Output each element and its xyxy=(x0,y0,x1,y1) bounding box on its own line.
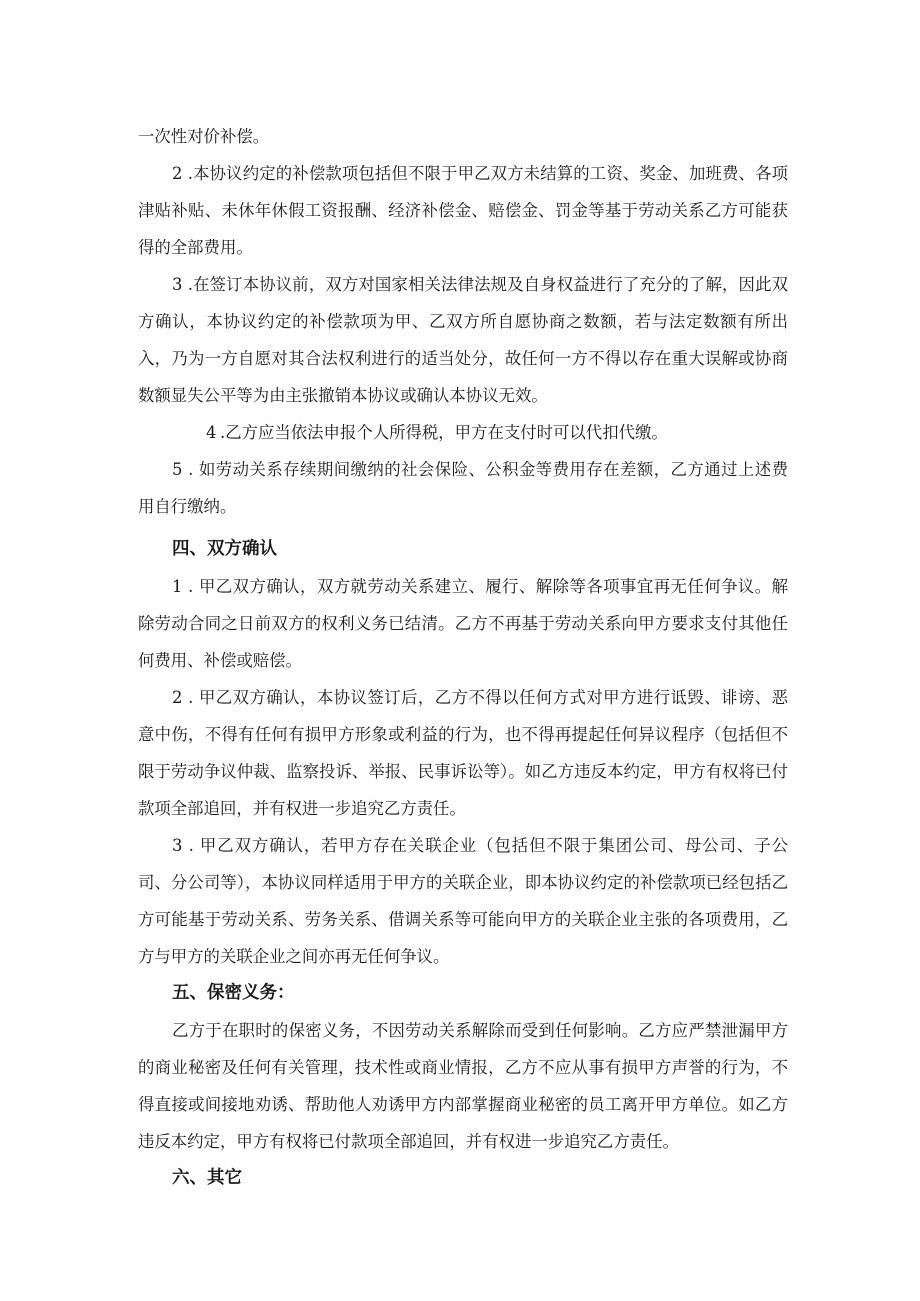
document-page xyxy=(138,118,788,1197)
section-4-item-3: 3 . 甲乙双方确认，若甲方存在关联企业（包括但不限于集团公司、母公司、子公司、分公司等），本协议同样适用于甲方的关联企业，即本协议约定的补偿款项已经包括乙方可能基于劳动关系、劳务关系、借调关系等可能向甲方的关联企业主张的各项费用，乙方与甲方的关联企业之间亦再无任何争议。 xyxy=(138,836,788,966)
clause-2: 2 .本协议约定的补偿款项包括但不限于甲乙双方未结算的工资、奖金、加班费、各项津贴补贴、未休年休假工资报酬、经济补偿金、赔偿金、罚金等基于劳动关系乙方可能获得的全部费用。 xyxy=(138,164,788,257)
paragraph-continuation: 一次性对价补偿。 xyxy=(138,127,270,146)
section-4-heading: 四、双方确认 xyxy=(172,539,277,559)
clause-4-number: 4 xyxy=(206,423,217,442)
clause-4-text: .乙方应当依法申报个人所得税，甲方在支付时可以代扣代缴。 xyxy=(220,423,668,442)
section-6-heading: 六、其它 xyxy=(172,1168,242,1188)
clause-5: 5 . 如劳动关系存续期间缴纳的社会保险、公积金等费用存在差额，乙方通过上述费用自行缴纳。 xyxy=(138,460,788,516)
section-5-body: 乙方于在职时的保密义务，不因劳动关系解除而受到任何影响。乙方应严禁泄漏甲方的商业秘密及任何有关管理，技术性或商业情报，乙方不应从事有损甲方声誉的行为，不得直接或间接地劝诱、帮助他人劝诱甲方内部掌握商业秘密的员工离开甲方单位。如乙方违反本约定，甲方有权将已付款项全部追回，并有权进一步追究乙方责任。 xyxy=(138,1021,788,1151)
clause-3: 3 .在签订本协议前，双方对国家相关法律法规及自身权益进行了充分的了解，因此双方确认，本协议约定的补偿款项为甲、乙双方所自愿协商之数额，若与法定数额有所出入，乃为一方自愿对其合法权利进行的适当处分，故任何一方不得以存在重大误解或协商数额显失公平等为由主张撤销本协议或确认本协议无效。 xyxy=(138,275,788,405)
section-5-heading: 五、保密义务： xyxy=(172,983,295,1003)
section-4-item-1: 1 . 甲乙双方确认，双方就劳动关系建立、履行、解除等各项事宜再无任何争议。解除劳动合同之日前双方的权利义务已结清。乙方不再基于劳动关系向甲方要求支付其他任何费用、补偿或赔偿。 xyxy=(138,577,788,670)
clause-4 xyxy=(138,414,788,451)
section-4-item-2: 2 . 甲乙双方确认，本协议签订后，乙方不得以任何方式对甲方进行诋毁、诽谤、恶意中伤，不得有任何有损甲方形象或利益的行为，也不得再提起任何异议程序（包括但不限于劳动争议仲裁、监察投诉、举报、民事诉讼等）。如乙方违反本约定，甲方有权将已付款项全部追回，并有权进一步追究乙方责任。 xyxy=(138,688,788,818)
